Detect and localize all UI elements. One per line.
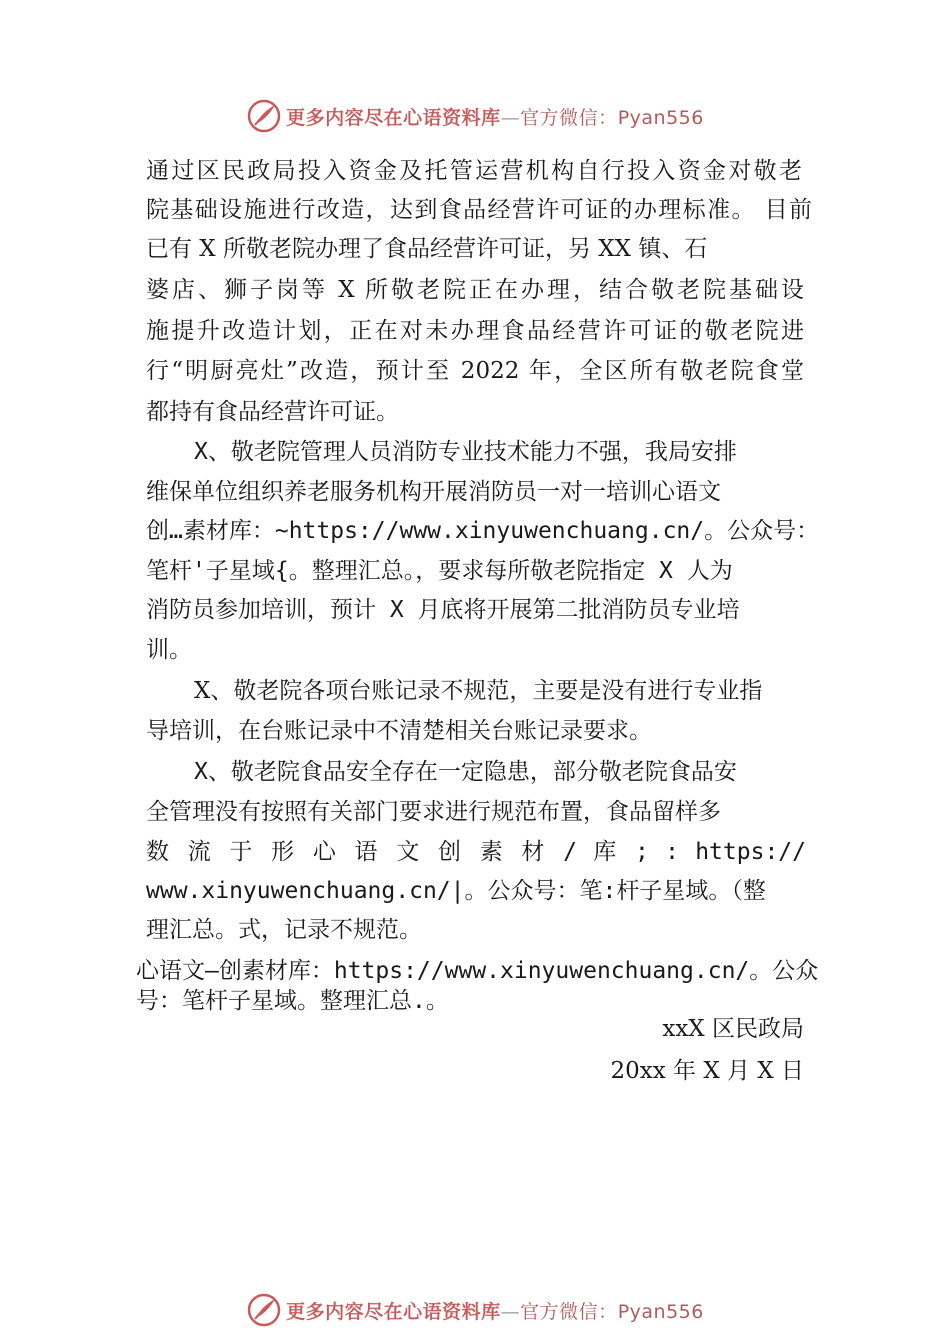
body-line: 婆店、狮子岗等 X 所敬老院正在办理，结合敬老院基础设	[146, 277, 804, 303]
footer-note-line: 号：笔杆子星域。整理汇总.。	[136, 988, 449, 1014]
body-line: 通过区民政局投入资金及托管运营机构自行投入资金对敬老	[146, 158, 802, 184]
banner-separator: —	[500, 1300, 521, 1323]
signature-date: 20xx 年 X 月 X 日	[610, 1058, 804, 1084]
banner-main-text: 更多内容尽在心语资料库	[286, 1300, 501, 1323]
quill-logo-icon	[246, 98, 282, 134]
body-line: X、敬老院食品安全存在一定隐患，部分敬老院食品安	[194, 759, 737, 785]
banner-wechat-id: Pyan556	[617, 106, 704, 129]
footer-note-line: 心语文—创素材库：https://www.xinyuwenchuang.cn/。公众	[136, 958, 819, 984]
banner-main-text: 更多内容尽在心语资料库	[286, 106, 501, 129]
banner-label: 官方微信：	[520, 1300, 618, 1323]
body-line: X、敬老院各项台账记录不规范，主要是没有进行专业指	[194, 678, 763, 704]
body-line: 消防员参加培训，预计 X 月底将开展第二批消防员专业培	[146, 597, 740, 623]
footer-banner	[0, 1290, 950, 1330]
banner-text	[286, 103, 704, 130]
body-line: 数 流 于 形 心 语 文 创 素 材 / 库 ; : https://	[146, 839, 806, 865]
body-line: 理汇总。式，记录不规范。	[146, 917, 422, 943]
body-line: 笔杆'子星域{。整理汇总。，要求每所敬老院指定 X 人为	[146, 558, 733, 584]
quill-logo-icon	[246, 1292, 282, 1328]
body-line: 施提升改造计划，正在对未办理食品经营许可证的敬老院进	[146, 318, 804, 344]
body-line: www.xinyuwenchuang.cn/|。公众号：笔:杆子星域。（整	[146, 878, 766, 904]
body-line: 导培训，在台账记录中不清楚相关台账记录要求。	[146, 718, 652, 744]
body-line: 行“明厨亮灶”改造，预计至 2022 年，全区所有敬老院食堂	[146, 358, 804, 384]
body-line: X、敬老院管理人员消防专业技术能力不强，我局安排	[194, 439, 737, 465]
body-line: 创…素材库：~https://www.xinyuwenchuang.cn/。公众号：	[146, 518, 820, 544]
body-line: 维保单位组织养老服务机构开展消防员一对一培训心语文	[146, 479, 721, 505]
body-line: 全管理没有按照有关部门要求进行规范布置，食品留样多	[146, 799, 721, 825]
banner-separator: —	[500, 106, 521, 129]
banner-label: 官方微信：	[520, 106, 618, 129]
banner-wechat-id: Pyan556	[617, 1300, 704, 1323]
signature-org: xxX 区民政局	[662, 1016, 804, 1042]
body-line: 已有 X 所敬老院办理了食品经营许可证，另 XX 镇、石	[146, 236, 708, 262]
body-line: 训。	[146, 637, 192, 663]
header-banner	[0, 96, 950, 136]
banner-text	[286, 1297, 704, 1324]
body-line: 院基础设施进行改造，达到食品经营许可证的办理标准。 目前	[146, 197, 812, 223]
body-line: 都持有食品经营许可证。	[146, 399, 399, 425]
